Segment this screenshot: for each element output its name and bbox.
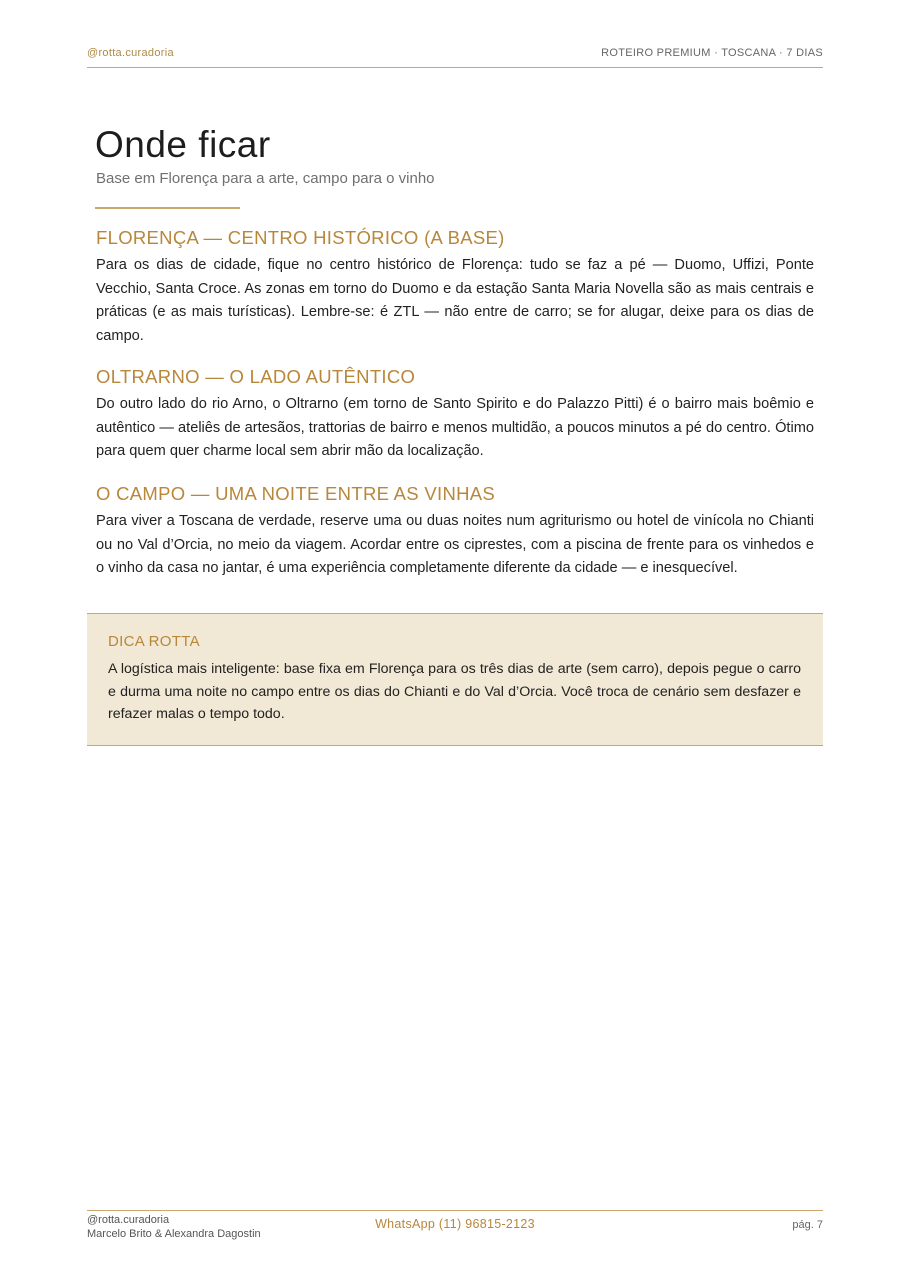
- page-footer: [87, 1210, 823, 1250]
- header-document-label: ROTEIRO PREMIUM · TOSCANA · 7 DIAS: [601, 47, 823, 59]
- section-heading: O CAMPO — UMA NOITE ENTRE AS VINHAS: [96, 483, 496, 504]
- tip-text: A logística mais inteligente: base fixa em Florença para os três dias de arte (sem carro), depois pegue o carro e durma uma noite no campo entre os dias do Chianti e do Val d’Orcia. Você troca de cenário sem desfazer e refazer malas o tempo todo.: [108, 661, 801, 722]
- tip-callout: [87, 613, 823, 746]
- section-body: Para viver a Toscana de verdade, reserve uma ou duas noites num agriturismo ou hotel de vinícola no Chianti ou no Val d’Orcia, no meio da viagem. Acordar entre os ciprestes, com a piscina de frente para os vinhedos e o vinho da casa no jantar, é uma experiência completamente diferente da cidade — e inesquecível.: [96, 513, 814, 576]
- footer-whatsapp: WhatsApp (11) 96815-2123: [375, 1217, 535, 1231]
- page-title: Onde ficar: [95, 124, 271, 165]
- section-florenca: [96, 227, 814, 348]
- footer-authors: Marcelo Brito & Alexandra Dagostin: [87, 1228, 261, 1240]
- section-oltrarno: [96, 366, 814, 464]
- page-subtitle: Base em Florença para a arte, campo para o vinho: [96, 170, 435, 187]
- section-campo: [96, 483, 814, 581]
- section-body: Para os dias de cidade, fique no centro histórico de Florença: tudo se faz a pé — Duomo, Uffizi, Ponte Vecchio, Santa Croce. As zonas em torno do Duomo e da estação Santa Maria Novella são as mais centrais e práticas (e as mais turísticas). Lembre-se: é ZTL — não entre de carro; se for alugar, deixe para os dias de campo.: [96, 257, 814, 344]
- header-brand: @rotta.curadoria: [87, 47, 174, 59]
- page-number: pág. 7: [792, 1219, 823, 1231]
- page-header: [87, 45, 823, 68]
- section-heading: FLORENÇA — CENTRO HISTÓRICO (A BASE): [96, 227, 505, 248]
- footer-handle: @rotta.curadoria: [87, 1214, 170, 1226]
- section-body: Do outro lado do rio Arno, o Oltrarno (em torno de Santo Spirito e do Palazzo Pitti) é o bairro mais boêmio e autêntico — ateliês de artesãos, trattorias de bairro e menos multidão, a poucos minutos a pé do centro. Ótimo para quem quer charme local sem abrir mão da localização.: [96, 396, 814, 459]
- section-heading: OLTRARNO — O LADO AUTÊNTICO: [96, 366, 416, 387]
- tip-title: DICA ROTTA: [108, 633, 200, 650]
- title-divider: [95, 207, 240, 209]
